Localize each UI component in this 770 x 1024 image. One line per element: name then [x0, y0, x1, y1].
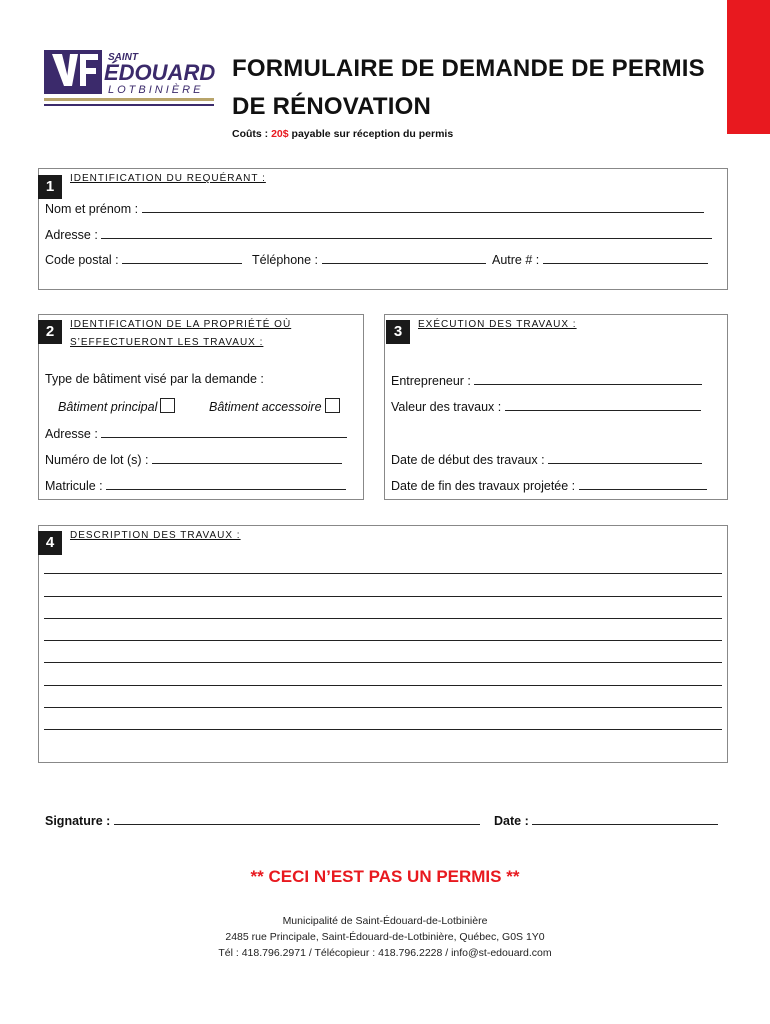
start-date-field[interactable] [391, 451, 702, 467]
svg-text:ÉDOUARD: ÉDOUARD [104, 60, 216, 85]
accessory-building-checkbox[interactable] [325, 398, 340, 413]
red-corner-tab [727, 0, 770, 134]
description-line[interactable] [44, 729, 722, 730]
postal-label: Code postal : [45, 253, 119, 267]
main-building-option[interactable] [58, 398, 175, 414]
end-date-label: Date de fin des travaux projetée : [391, 479, 576, 493]
svg-text:SAINT: SAINT [108, 52, 138, 63]
section-2-title-line-1: IDENTIFICATION DE LA PROPRIÉTÉ OÙ [70, 319, 292, 330]
title-line-1: FORMULAIRE DE DEMANDE DE PERMIS [232, 55, 705, 82]
section-1-number: 1 [38, 175, 62, 199]
end-date-field[interactable] [391, 477, 707, 493]
section-2-number: 2 [38, 320, 62, 344]
description-line[interactable] [44, 662, 722, 663]
cost-suffix: payable sur réception du permis [291, 128, 454, 140]
signature-field[interactable] [45, 812, 480, 828]
section-4-title: DESCRIPTION DES TRAVAUX : [70, 530, 241, 541]
footer-contact: Tél : 418.796.2971 / Télécopieur : 418.796.2228 / info@st-edouard.com [218, 947, 552, 959]
description-line[interactable] [44, 573, 722, 574]
description-line[interactable] [44, 596, 722, 597]
svg-text:LOTBINIÈRE: LOTBINIÈRE [108, 84, 204, 96]
work-value-field[interactable] [391, 398, 701, 414]
cost-note [232, 128, 453, 140]
matricule-label: Matricule : [45, 479, 103, 493]
work-value-label: Valeur des travaux : [391, 400, 502, 414]
building-type-label: Type de bâtiment visé par la demande : [45, 372, 264, 386]
description-line[interactable] [44, 618, 722, 619]
other-label: Autre # : [492, 253, 540, 267]
municipality-logo [42, 46, 217, 110]
main-building-label: Bâtiment principal [58, 400, 158, 414]
start-date-label: Date de début des travaux : [391, 453, 545, 467]
cost-value: 20$ [271, 128, 289, 140]
section-1-title: IDENTIFICATION DU REQUÉRANT : [70, 173, 266, 184]
date-label: Date : [494, 814, 529, 828]
postal-code-field[interactable] [45, 251, 242, 267]
name-label: Nom et prénom : [45, 202, 139, 216]
description-line[interactable] [44, 640, 722, 641]
name-field[interactable] [45, 200, 704, 216]
lot-number-field[interactable] [45, 451, 342, 467]
footer-address: 2485 rue Principale, Saint-Édouard-de-Lotbinière, Québec, G0S 1Y0 [225, 931, 545, 943]
description-line[interactable] [44, 707, 722, 708]
phone-field[interactable] [252, 251, 486, 267]
other-phone-field[interactable] [492, 251, 708, 267]
form-title [232, 50, 705, 126]
address-label: Adresse : [45, 228, 98, 242]
section-3-title: EXÉCUTION DES TRAVAUX : [418, 319, 577, 330]
title-line-2: DE RÉNOVATION [232, 93, 432, 120]
lot-number-label: Numéro de lot (s) : [45, 453, 149, 467]
contractor-label: Entrepreneur : [391, 374, 471, 388]
property-address-label: Adresse : [45, 427, 98, 441]
section-2-title [70, 316, 291, 352]
matricule-field[interactable] [45, 477, 346, 493]
cost-label: Coûts : [232, 128, 269, 140]
description-line[interactable] [44, 685, 722, 686]
footer-municipality: Municipalité de Saint-Édouard-de-Lotbinière [282, 915, 488, 927]
main-building-checkbox[interactable] [160, 398, 175, 413]
section-3-number: 3 [386, 320, 410, 344]
not-a-permit-notice: ** CECI N’EST PAS UN PERMIS ** [250, 867, 520, 886]
accessory-building-label: Bâtiment accessoire [209, 400, 322, 414]
date-field[interactable] [494, 812, 718, 828]
accessory-building-option[interactable] [209, 398, 340, 414]
signature-label: Signature : [45, 814, 111, 828]
property-address-field[interactable] [45, 425, 347, 441]
section-4-box[interactable] [38, 525, 728, 763]
address-field[interactable] [45, 226, 712, 242]
section-4-number: 4 [38, 531, 62, 555]
section-2-title-line-2: S’EFFECTUERONT LES TRAVAUX : [70, 337, 264, 348]
contractor-field[interactable] [391, 372, 702, 388]
phone-label: Téléphone : [252, 253, 319, 267]
